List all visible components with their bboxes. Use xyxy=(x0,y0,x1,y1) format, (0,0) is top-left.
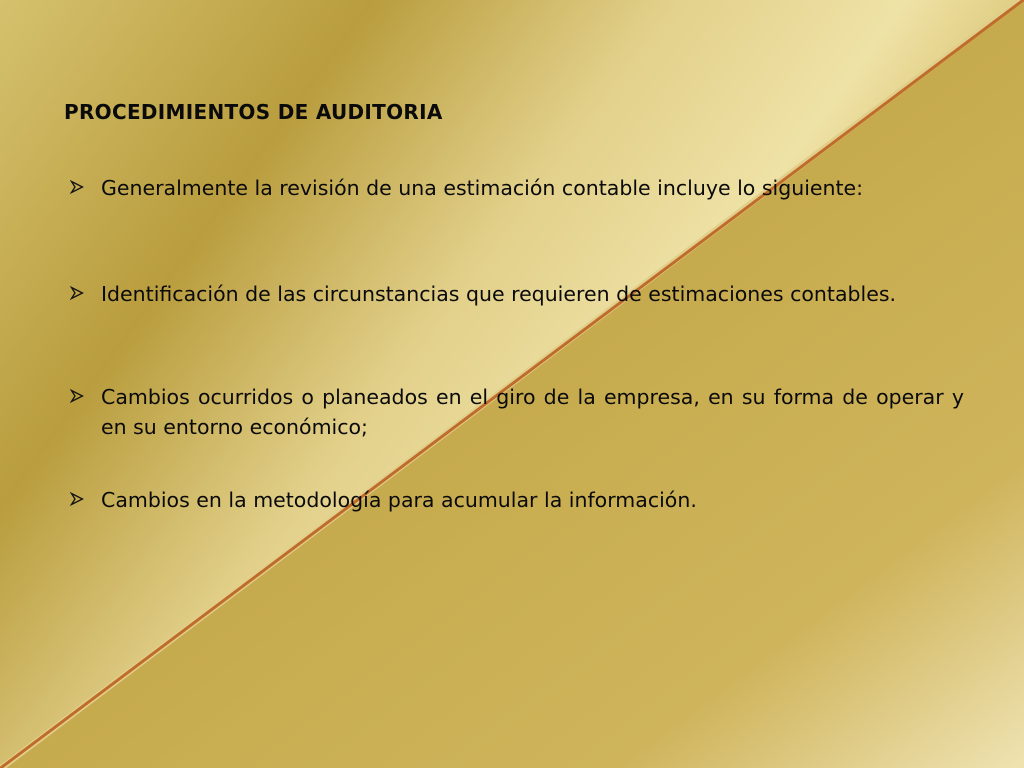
arrow-right-outline-icon xyxy=(70,180,84,194)
bullet-item xyxy=(64,485,964,515)
bullet-item xyxy=(64,279,964,309)
bullet-item xyxy=(64,382,964,442)
bullet-text: Cambios en la metodología para acumular la información. xyxy=(101,488,697,512)
bullet-text: Identificación de las circunstancias que requieren de estimaciones contables. xyxy=(101,282,897,306)
bullet-text: Cambios ocurridos o planeados en el giro de la empresa, en su forma de operar y en su entorno económico; xyxy=(101,385,964,439)
arrow-right-outline-icon xyxy=(70,492,84,506)
arrow-right-outline-icon xyxy=(70,286,84,300)
bullet-item xyxy=(64,173,964,203)
arrow-right-outline-icon xyxy=(70,389,84,403)
slide-title: PROCEDIMIENTOS DE AUDITORIA xyxy=(64,100,443,124)
bullet-text: Generalmente la revisión de una estimación contable incluye lo siguiente: xyxy=(101,176,864,200)
